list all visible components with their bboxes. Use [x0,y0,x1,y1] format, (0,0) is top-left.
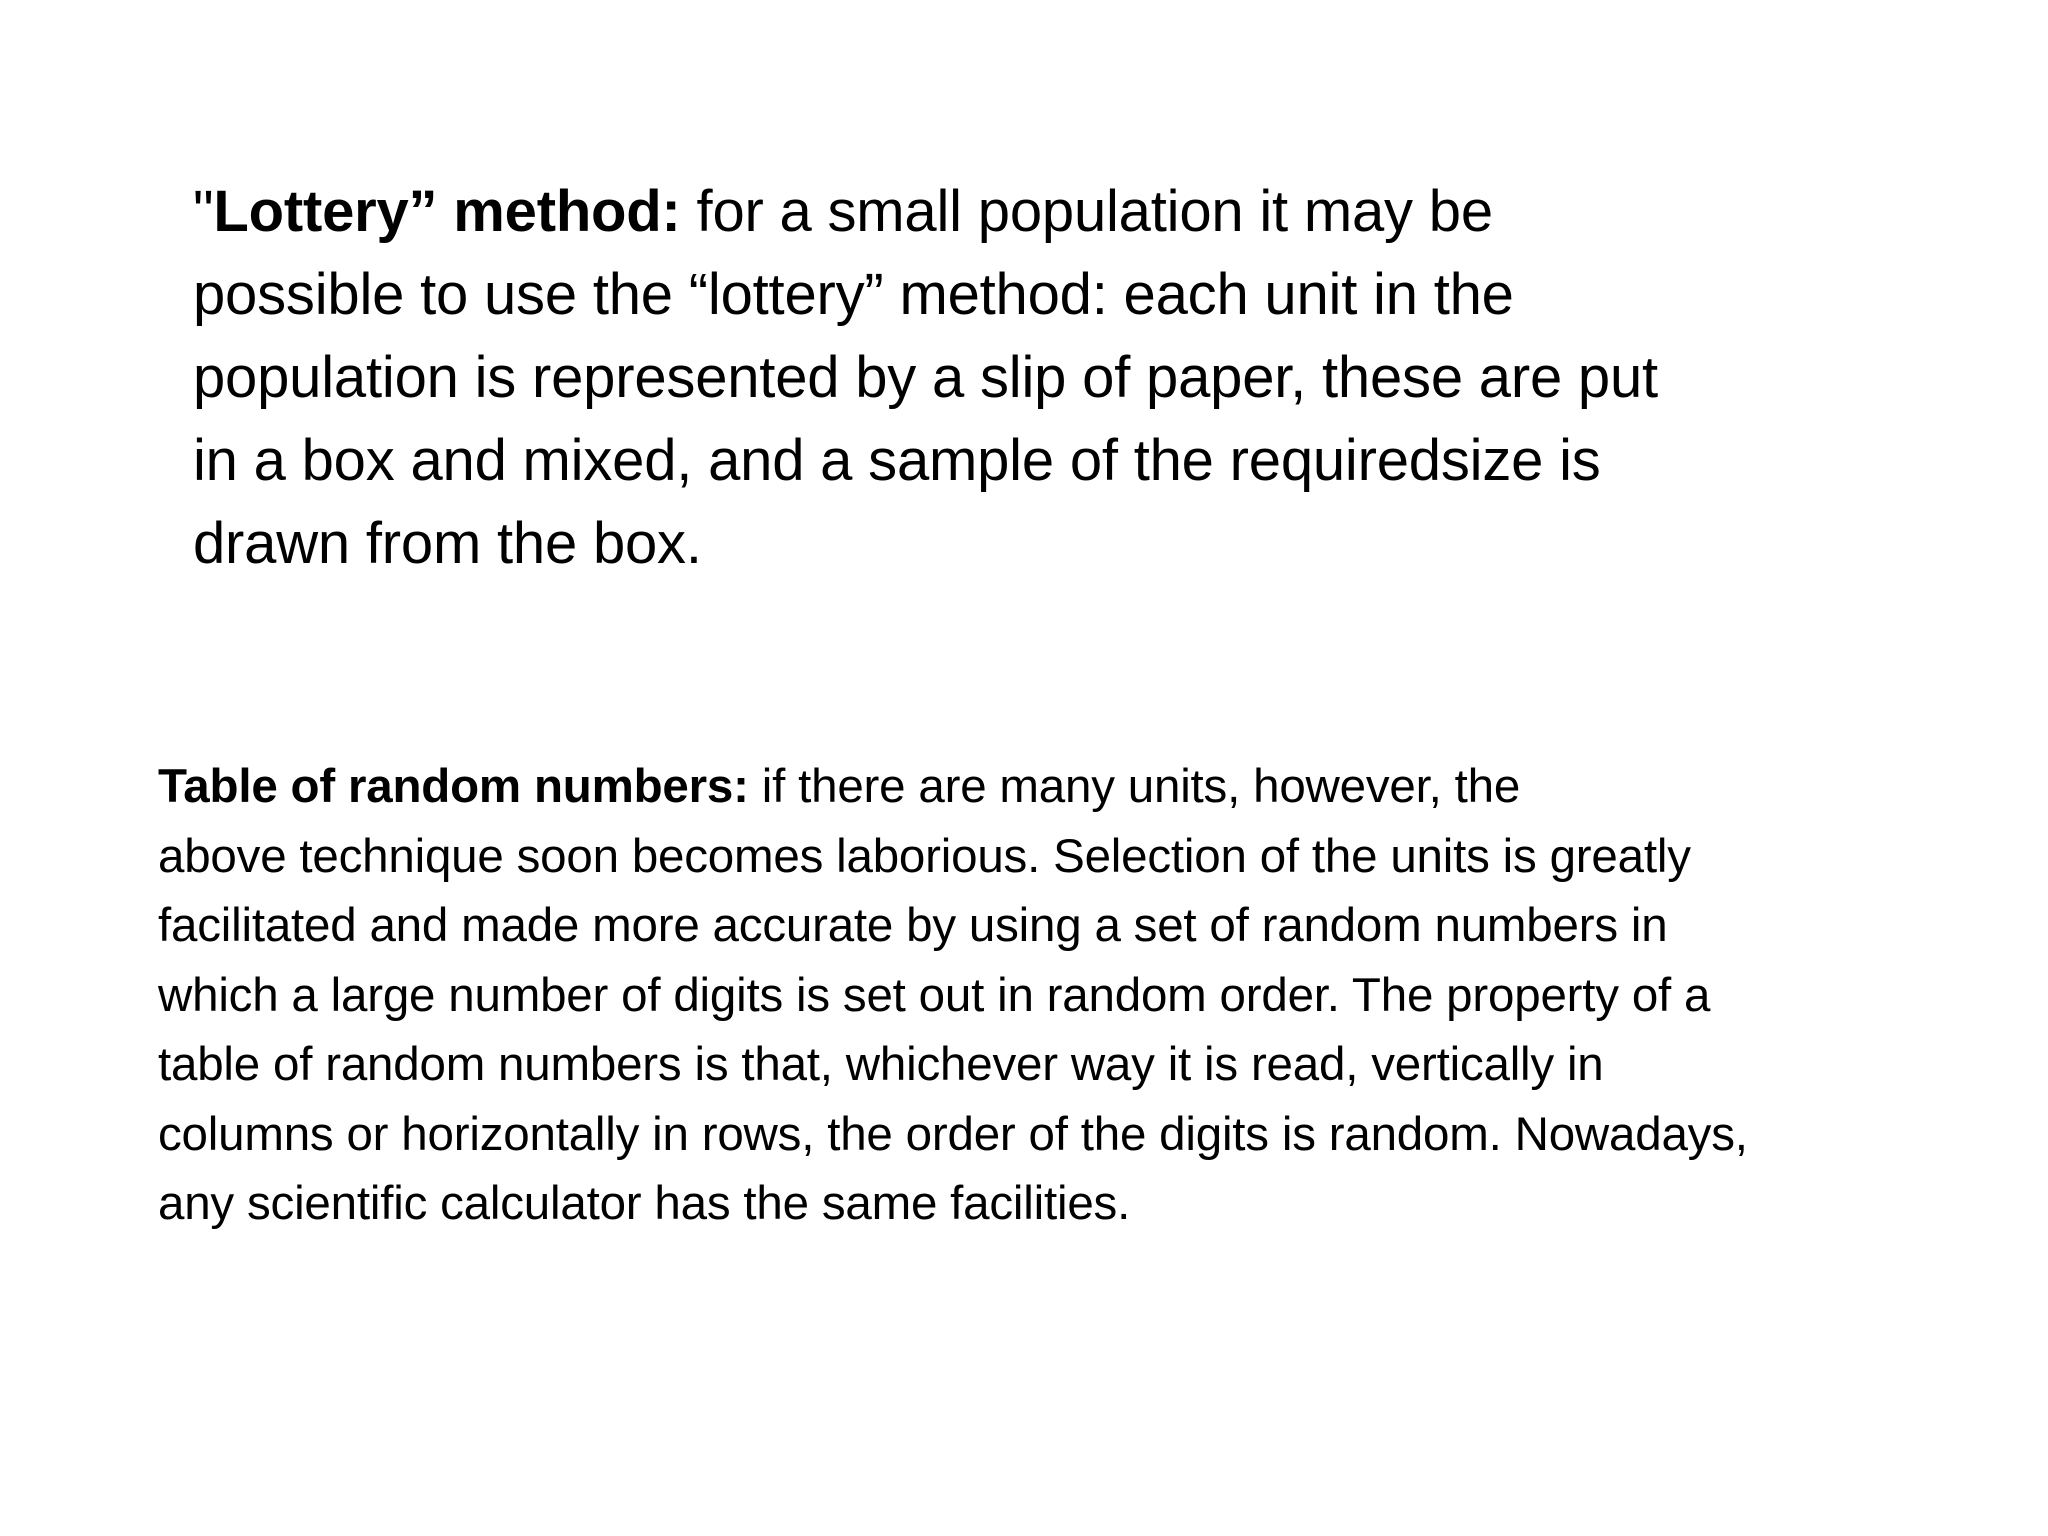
random-numbers-term: Table of random numbers: [158,760,749,813]
random-line-2: above technique soon becomes laborious. Selection of the units is greatly [158,829,1691,883]
lottery-method-term: Lottery” method: [213,179,681,244]
lottery-line-4: in a box and mixed, and a sample of the requiredsize is [193,428,1601,493]
lottery-line-2: possible to use the “lottery” method: each unit in the [193,262,1514,327]
random-line-7: any scientific calculator has the same facilities. [158,1177,1131,1230]
lottery-method-paragraph [193,170,1853,585]
random-line-3: facilitated and made more accurate by using a set of random numbers in [158,899,1668,952]
random-line-6: columns or horizontally in rows, the order of the digits is random. Nowadays, [158,1107,1748,1161]
random-line-4: which a large number of digits is set out in random order. The property of a [158,968,1711,1022]
random-line-5: table of random numbers is that, whichever way it is read, vertically in [158,1038,1604,1091]
opening-quote: " [193,179,214,244]
lottery-line-1-text: for a small population it may be [680,179,1493,244]
lottery-line-1 [193,170,1853,253]
lottery-line-3: population is represented by a slip of paper, these are put [193,345,1658,410]
random-line-1 [158,752,2018,822]
random-line-1-text: if there are many units, however, the [748,760,1521,813]
random-numbers-paragraph [158,752,2018,1239]
lottery-line-5: drawn from the box. [193,511,702,576]
